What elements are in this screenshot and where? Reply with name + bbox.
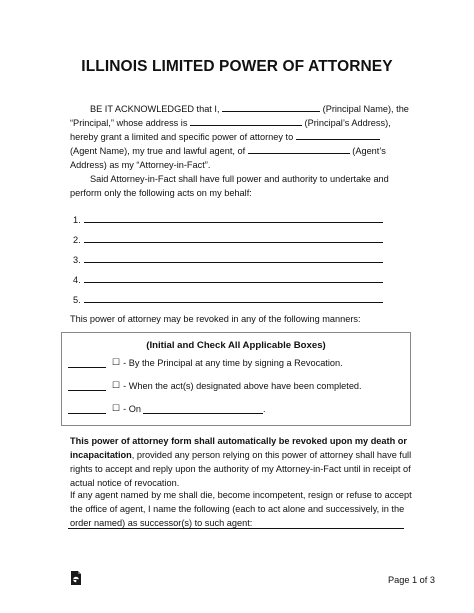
option-label: - By the Principal at any time by signing a Revocation. [123, 357, 343, 368]
revocation-box-title: (Initial and Check All Applicable Boxes) [146, 340, 326, 351]
act-blank[interactable] [84, 262, 383, 263]
page-number: Page 1 of 3 [388, 575, 435, 585]
initial-blank[interactable] [68, 381, 106, 391]
act-number: 2. [73, 235, 81, 245]
grant-text-5: hereby grant a limited and specific power of attorney to [70, 132, 296, 142]
checkbox-icon[interactable]: ☐ [112, 357, 121, 367]
revocation-option-date [68, 403, 266, 414]
grant-text-2: (Principal Name), the [320, 104, 409, 114]
grant-text-6: (Agent Name), my true and lawful agent, of [70, 146, 248, 156]
revocation-option-completed [68, 380, 362, 391]
agent-address-blank[interactable] [248, 144, 350, 154]
option-label: - On [123, 403, 141, 414]
act-number: 1. [73, 215, 81, 225]
act-blank[interactable] [84, 302, 383, 303]
automatic-revocation-paragraph [70, 434, 425, 490]
act-row [73, 205, 383, 225]
acts-list [73, 205, 383, 305]
act-blank[interactable] [84, 242, 383, 243]
principal-name-blank[interactable] [222, 102, 320, 112]
successor-paragraph: If any agent named by me shall die, become incompetent, resign or refuse to accept the office of agent, I name the following (each to act alone and successively, in the order named) as successor(s) to such agent: [70, 490, 412, 528]
document-title: ILLINOIS LIMITED POWER OF ATTORNEY [81, 58, 393, 75]
agent-name-blank[interactable] [296, 130, 380, 140]
principal-address-blank[interactable] [190, 116, 302, 126]
act-blank[interactable] [84, 282, 383, 283]
checkbox-icon[interactable]: ☐ [112, 380, 121, 390]
automatic-revocation-bold: This power of attorney form shall automatically be revoked upon my death or incapacitation [70, 436, 407, 460]
revocation-date-blank[interactable] [143, 404, 263, 414]
option-label-end: . [262, 403, 266, 414]
successor-blank[interactable] [68, 528, 404, 529]
initial-blank[interactable] [68, 358, 106, 368]
grant-text-3: “Principal,” whose address is [70, 118, 190, 128]
act-row [73, 245, 383, 265]
revocation-option-signing [68, 357, 343, 368]
revocation-intro: This power of attorney may be revoked in any of the following manners: [70, 314, 361, 324]
grant-text-4: (Principal’s Address), [302, 118, 391, 128]
revocation-options-box [61, 332, 411, 426]
grant-text-7: (Agent’s [349, 146, 386, 156]
grant-text-1: BE IT ACKNOWLEDGED that I, [90, 104, 223, 114]
act-row [73, 225, 383, 245]
option-label: - When the act(s) designated above have been completed. [123, 380, 362, 391]
checkbox-icon[interactable]: ☐ [112, 403, 121, 413]
initial-blank[interactable] [68, 404, 106, 414]
act-blank[interactable] [84, 222, 383, 223]
grant-text-8: Address) as my “Attorney-in-Fact”. [70, 160, 211, 170]
act-number: 4. [73, 275, 81, 285]
authority-text: Said Attorney-in-Fact shall have full power and authority to undertake and perform only the following acts on my behalf: [70, 174, 389, 198]
grant-paragraph [70, 102, 420, 172]
act-number: 5. [73, 295, 81, 305]
authority-paragraph [70, 172, 420, 200]
act-row [73, 265, 383, 285]
eforms-logo-icon [70, 571, 82, 585]
automatic-revocation-text: , provided any person relying on this power of attorney shall have full rights to accept and reply upon the authority of my Attorney-in-Fact until in receipt of actual notice of revocation. [70, 450, 412, 488]
act-number: 3. [73, 255, 81, 265]
act-row [73, 285, 383, 305]
